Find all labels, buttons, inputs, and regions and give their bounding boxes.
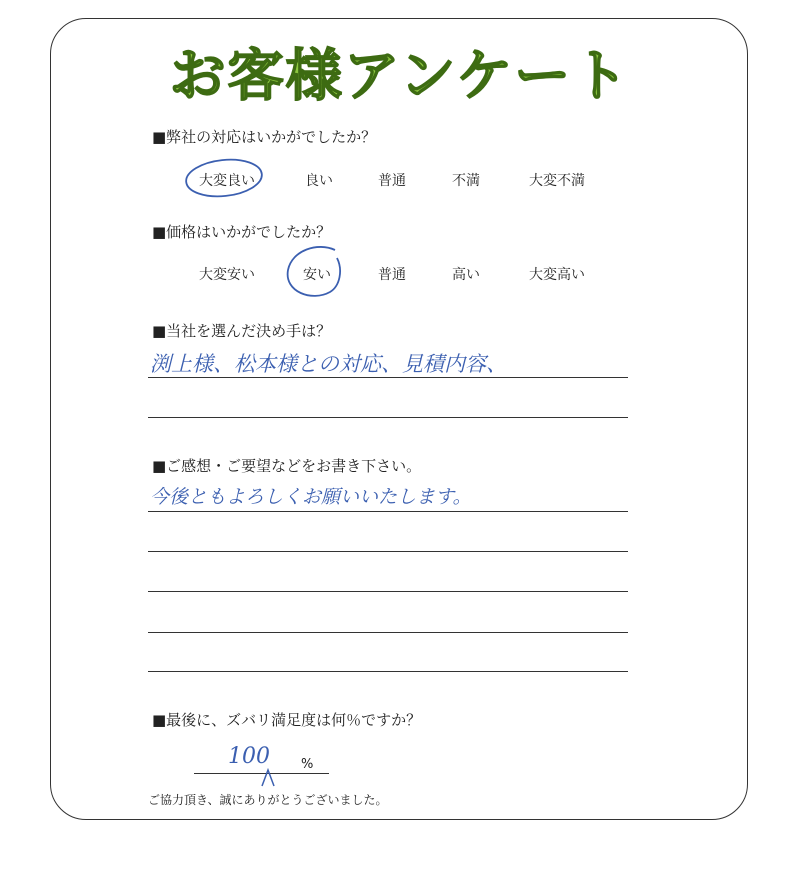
caret-mark bbox=[262, 770, 274, 786]
option-service-normal[interactable]: 普通 bbox=[378, 173, 406, 189]
option-service-very-dissatisfied[interactable]: 大変不満 bbox=[529, 173, 585, 189]
selection-circle-service bbox=[184, 156, 263, 200]
question-deciding-factor: ■当社を選んだ決め手は？ bbox=[152, 322, 332, 340]
thank-you-message: ご協力頂き、誠にありがとうございました。 bbox=[148, 793, 388, 807]
option-price-expensive[interactable]: 高い bbox=[452, 267, 480, 283]
option-service-very-good[interactable]: 大変良い bbox=[199, 173, 255, 189]
option-service-good[interactable]: 良い bbox=[305, 173, 333, 189]
option-price-very-cheap[interactable]: 大変安い bbox=[199, 267, 255, 283]
answer-comments[interactable]: 今後ともよろしくお願いいたします。 bbox=[150, 486, 472, 508]
option-price-very-expensive[interactable]: 大変高い bbox=[529, 267, 585, 283]
percent-unit: % bbox=[301, 757, 314, 772]
question-price: ■価格はいかがでしたか？ bbox=[152, 223, 332, 241]
question-comments: ■ご感想・ご要望などをお書き下さい。 bbox=[152, 457, 422, 475]
question-service: ■弊社の対応はいかがでしたか？ bbox=[152, 128, 377, 146]
option-price-normal[interactable]: 普通 bbox=[378, 267, 406, 283]
survey-title: お客様アンケート bbox=[169, 44, 631, 109]
option-service-dissatisfied[interactable]: 不満 bbox=[452, 173, 480, 189]
question-satisfaction: ■最後に、ズバリ満足度は何％ですか？ bbox=[152, 711, 422, 729]
option-price-cheap[interactable]: 安い bbox=[303, 267, 331, 283]
selection-circle-price bbox=[288, 247, 340, 296]
answer-deciding-factor[interactable]: 渕上様、松本様との対応、見積内容、 bbox=[150, 352, 507, 376]
answer-satisfaction-value[interactable]: 100 bbox=[228, 744, 270, 769]
